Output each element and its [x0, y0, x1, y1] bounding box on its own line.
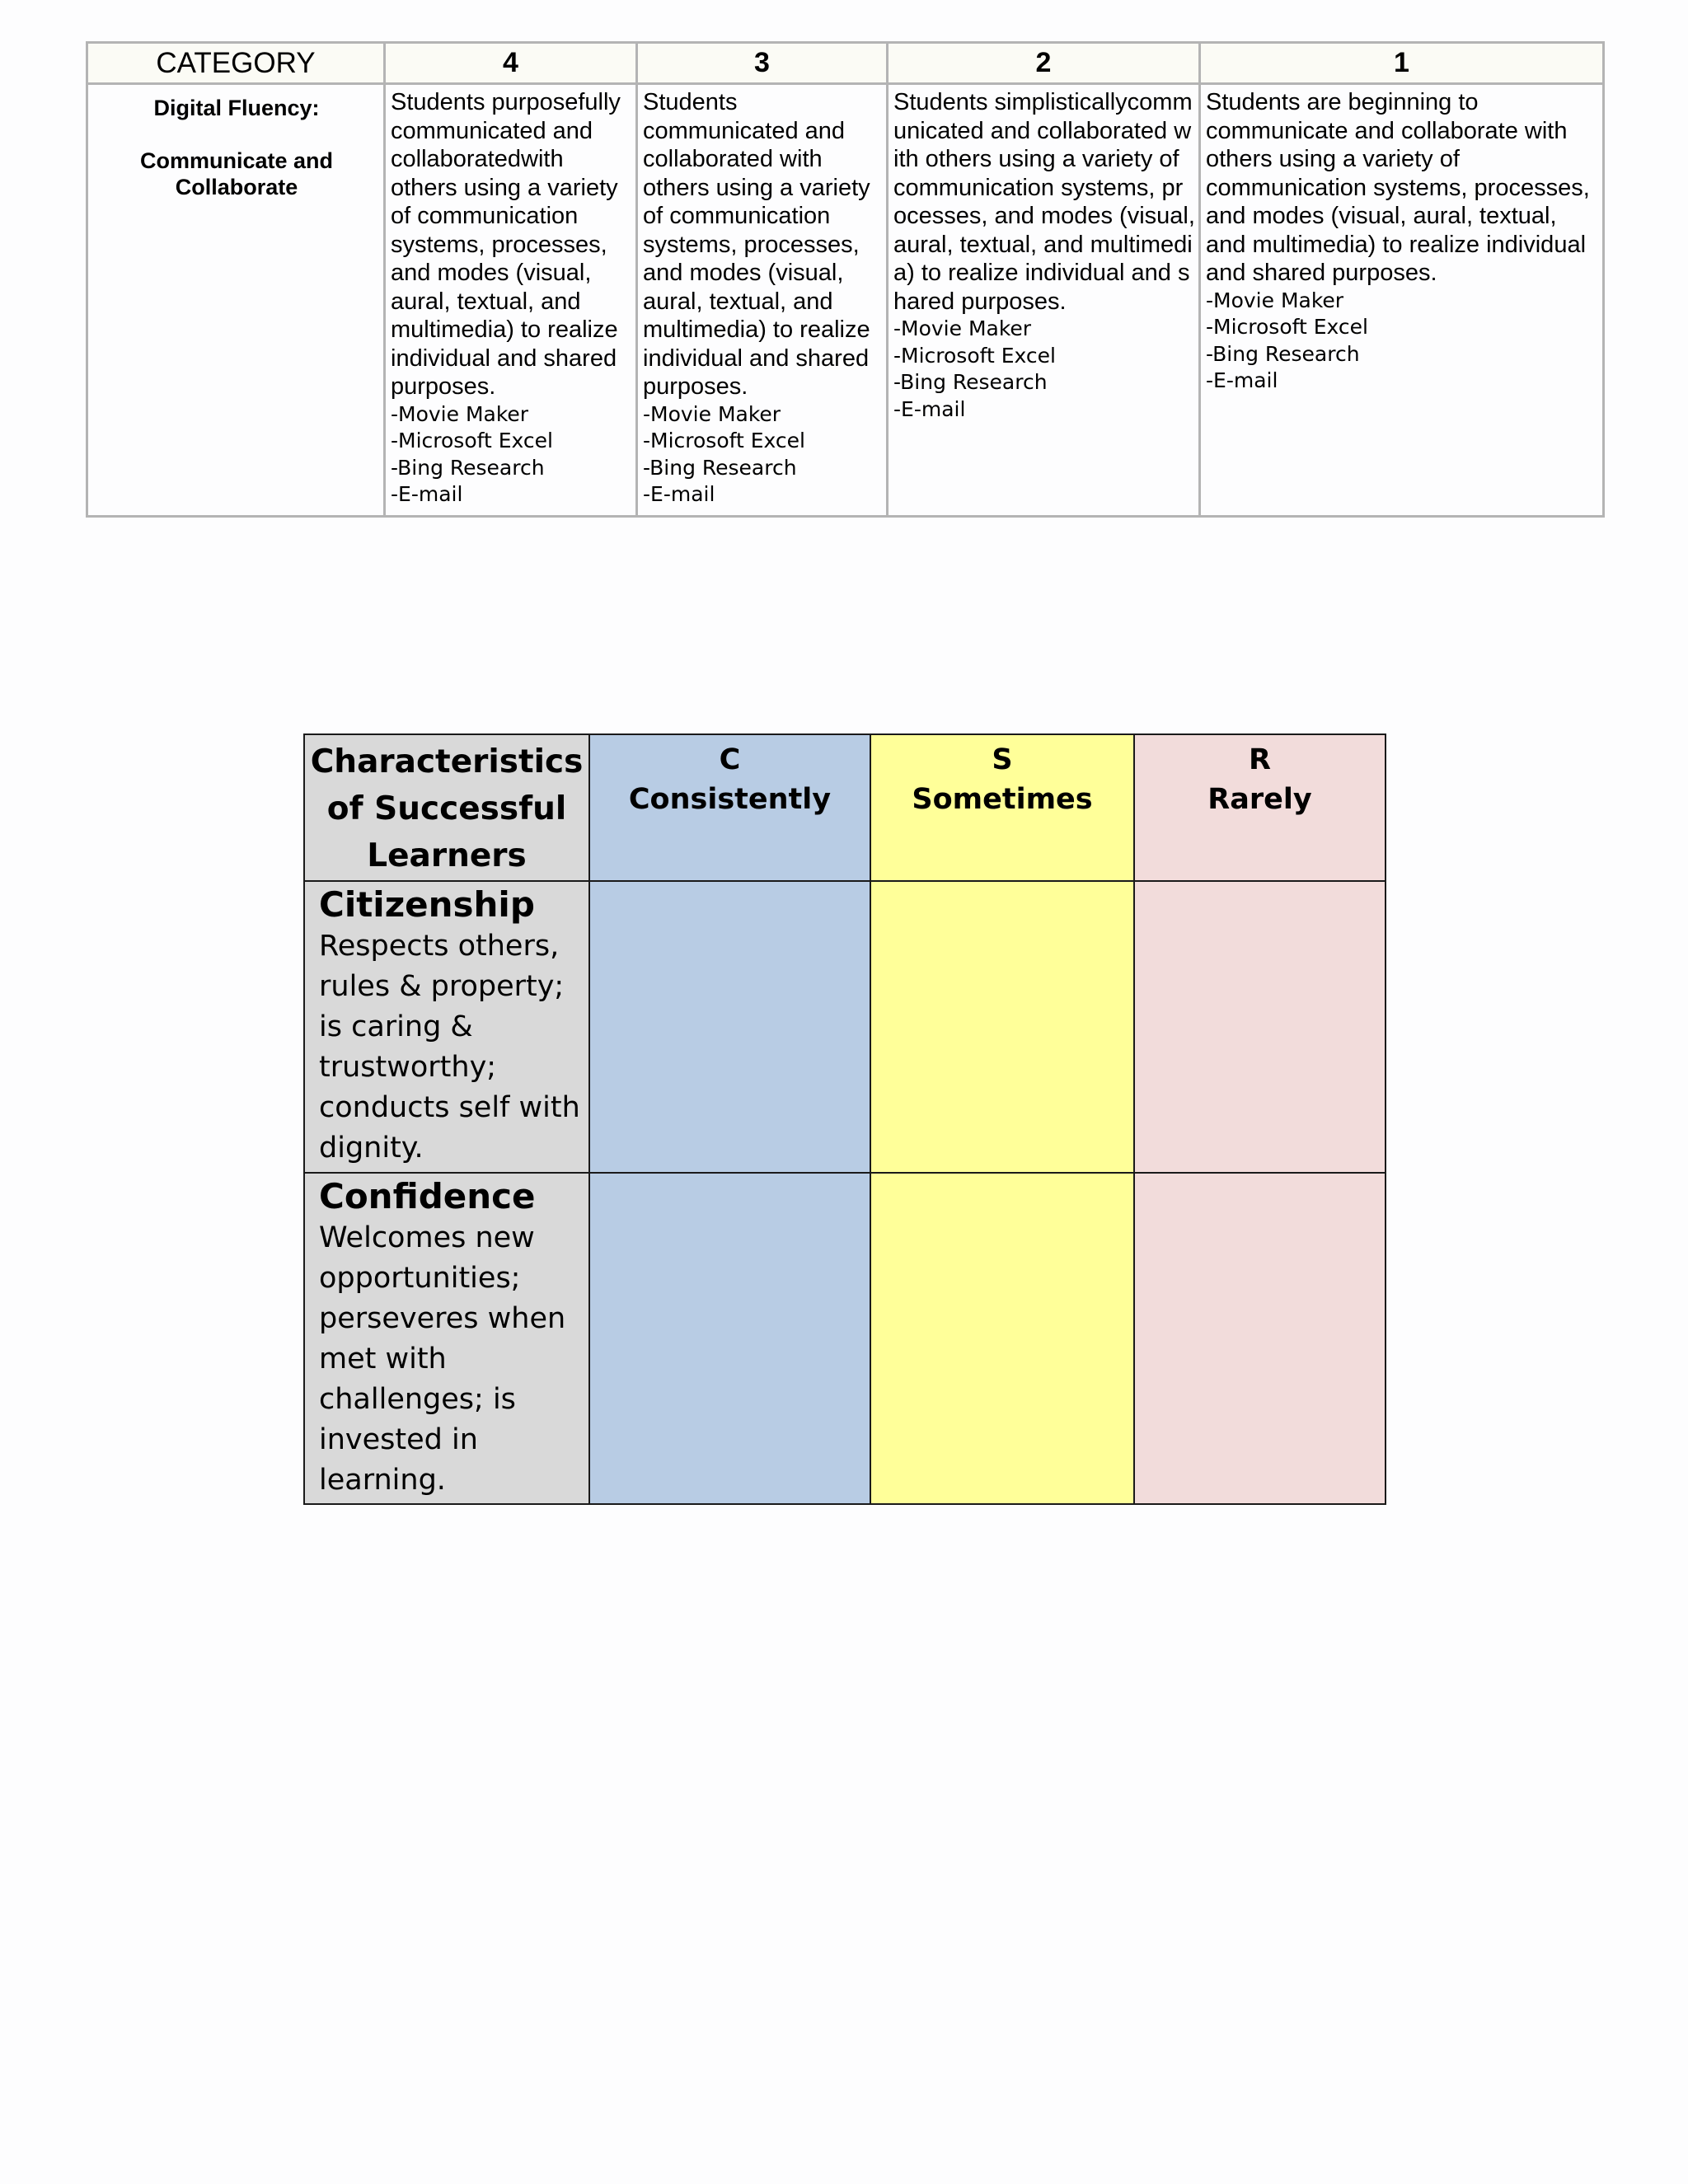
tool-item: -E-mail — [893, 396, 966, 421]
column-label: Sometimes — [912, 783, 1093, 816]
characteristics-header: Characteristics of Successful Learners — [304, 734, 589, 881]
tool-list — [643, 401, 883, 509]
characteristics-table — [303, 733, 1386, 1505]
tool-item: -E-mail — [391, 482, 463, 506]
rubric-header-category: CATEGORY — [87, 43, 385, 84]
column-label: Rarely — [1207, 783, 1312, 816]
rating-cell-consistently[interactable] — [589, 881, 870, 1173]
category-subtitle: Communicate and Collaborate — [139, 148, 334, 199]
tool-item: -Bing Research — [893, 370, 1048, 394]
trait-description: Respects others, rules & property; is caring & trustworthy; conducts self with dignity. — [319, 930, 580, 1165]
trait-cell — [304, 881, 589, 1173]
level-description: Students are beginning to communicate and collaborate with others using a variety of communication systems, processes, and modes (visual, aural, textual, and multimedia) to realize individual and shared purposes. — [1206, 89, 1590, 286]
rubric-cell-level-1 — [1200, 84, 1604, 517]
tool-item: -Movie Maker — [391, 401, 529, 426]
rubric-cell-level-4 — [385, 84, 637, 517]
tool-list — [1206, 288, 1599, 395]
rubric-cell-level-2 — [888, 84, 1200, 517]
tool-item: -Movie Maker — [1206, 288, 1344, 312]
rating-cell-rarely[interactable] — [1134, 881, 1386, 1173]
tool-item: -Microsoft Excel — [391, 429, 553, 452]
tool-item: -Movie Maker — [893, 316, 1032, 340]
category-title: Digital Fluency: — [153, 96, 320, 120]
rubric-cell-level-3 — [637, 84, 888, 517]
column-code: S — [992, 743, 1013, 776]
column-label: Consistently — [628, 783, 832, 816]
column-code: R — [1249, 743, 1271, 776]
tool-list — [391, 401, 632, 509]
trait-name: Citizenship — [319, 884, 535, 925]
tool-list — [893, 316, 1195, 423]
tool-item: -E-mail — [1206, 368, 1278, 392]
trait-cell — [304, 1173, 589, 1504]
level-description: Students purposefully communicated and collaboratedwith others using a variety of communication systems, processes, and modes (visual, aural, textual, and multimedia) to realize individual and shared purposes. — [391, 89, 621, 400]
level-description: Students communicated and collaborated with others using a variety of communication systems, processes, and modes (visual, aural, textual, and multimedia) to realize individual and shared purposes. — [643, 89, 870, 400]
trait-description: Welcomes new opportunities; perseveres when met with challenges; is invested in learning. — [319, 1221, 566, 1497]
rubric-table — [86, 41, 1605, 518]
rubric-header-level-2: 2 — [888, 43, 1200, 84]
trait-name: Confidence — [319, 1176, 536, 1216]
tool-item: -E-mail — [643, 482, 715, 506]
level-description: Students simplisticallycommunicated and collaborated with others using a variety of communication systems, processes, and modes (visual, aural, textual, and multimedia) to realize individual and shared purposes. — [893, 89, 1195, 315]
tool-item: -Bing Research — [643, 455, 797, 480]
rating-cell-sometimes[interactable] — [870, 1173, 1134, 1504]
tool-item: -Microsoft Excel — [643, 429, 805, 452]
column-rarely — [1134, 734, 1386, 881]
column-sometimes — [870, 734, 1134, 881]
tool-item: -Bing Research — [391, 455, 545, 480]
characteristics-header-row — [304, 734, 1386, 881]
rubric-header-level-4: 4 — [385, 43, 637, 84]
rubric-category-cell — [87, 84, 385, 517]
column-code: C — [719, 743, 741, 776]
rubric-header-level-1: 1 — [1200, 43, 1604, 84]
rating-cell-consistently[interactable] — [589, 1173, 870, 1504]
tool-item: -Microsoft Excel — [893, 343, 1056, 368]
characteristic-row-citizenship — [304, 881, 1386, 1173]
characteristic-row-confidence — [304, 1173, 1386, 1504]
tool-item: -Movie Maker — [643, 401, 781, 426]
rubric-header-level-3: 3 — [637, 43, 888, 84]
rubric-row-digital-fluency — [87, 84, 1604, 517]
rating-cell-sometimes[interactable] — [870, 881, 1134, 1173]
rating-cell-rarely[interactable] — [1134, 1173, 1386, 1504]
tool-item: -Bing Research — [1206, 341, 1360, 366]
tool-item: -Microsoft Excel — [1206, 315, 1368, 339]
rubric-header-row — [87, 43, 1604, 84]
column-consistently — [589, 734, 870, 881]
